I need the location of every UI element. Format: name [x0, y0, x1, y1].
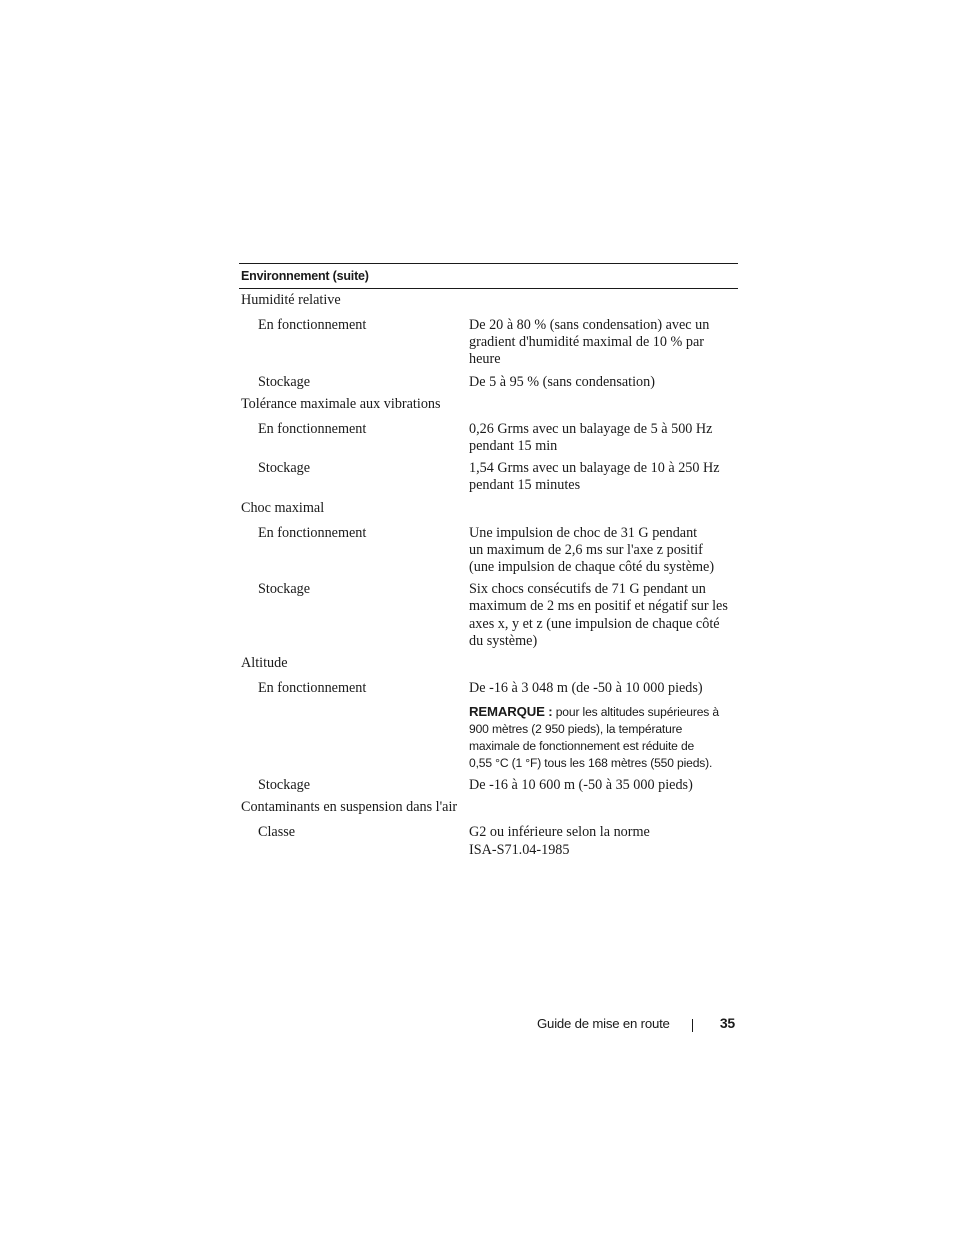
row-value [469, 581, 737, 650]
row-label: Stockage [258, 460, 311, 477]
row-value [469, 777, 737, 794]
table-row [239, 525, 738, 577]
table-row [239, 317, 738, 369]
value-line: 1,54 Grms avec un balayage de 10 à 250 Hz [469, 460, 720, 477]
table-row [239, 421, 738, 455]
row-value [469, 421, 737, 455]
section-title-altitude: Altitude [241, 655, 288, 672]
value-line: heure [469, 351, 501, 368]
row-label: En fonctionnement [258, 317, 367, 333]
section-title-contaminants: Contaminants en suspension dans l'air [241, 799, 458, 816]
table-row [239, 777, 738, 794]
value-line: G2 ou inférieure selon la norme [469, 824, 650, 841]
table-row [239, 374, 738, 391]
table-row [239, 824, 738, 858]
value-line: pendant 15 min [469, 438, 558, 455]
note-line: maximale de fonctionnement est réduite de [469, 739, 695, 754]
value-line: un maximum de 2,6 ms sur l'axe z positif [469, 541, 703, 558]
table-row [239, 460, 738, 494]
environment-spec-table [239, 263, 738, 864]
value-line: maximum de 2 ms en positif et négatif sur les [469, 598, 728, 615]
value-line: De 20 à 80 % (sans condensation) avec un [469, 317, 710, 333]
value-line: pendant 15 minutes [469, 477, 581, 494]
page-number: 35 [719, 1015, 735, 1031]
row-value [469, 525, 737, 577]
value-line: Une impulsion de choc de 31 G pendant [469, 524, 698, 541]
table-row [239, 581, 738, 650]
footer-separator [692, 1019, 693, 1032]
row-label: Classe [258, 824, 296, 841]
page-footer [537, 1014, 738, 1034]
value-line: Six chocs consécutifs de 71 G pendant un [469, 581, 706, 598]
value-line: gradient d'humidité maximal de 10 % par [469, 334, 705, 351]
note-line: 0,55 °C (1 °F) tous les 168 mètres (550 pieds). [469, 756, 713, 771]
footer-guide-title: Guide de mise en route [537, 1016, 670, 1031]
section-title-humidity: Humidité relative [241, 292, 341, 308]
value-line: ISA-S71.04-1985 [469, 841, 570, 858]
note-block [469, 703, 737, 772]
row-label: Stockage [258, 581, 311, 598]
table-row [239, 680, 738, 772]
value-line: De -16 à 3 048 m (de -50 à 10 000 pieds) [469, 680, 703, 697]
value-line: De 5 à 95 % (sans condensation) [469, 373, 655, 390]
note-label: REMARQUE : [469, 704, 553, 720]
row-label: Stockage [258, 777, 311, 794]
row-value [469, 824, 737, 858]
value-line: axes x, y et z (une impulsion de chaque côté [469, 615, 720, 632]
section-title-shock: Choc maximal [241, 499, 325, 516]
row-label: Stockage [258, 373, 311, 390]
value-line: De -16 à 10 600 m (-50 à 35 000 pieds) [469, 777, 693, 794]
value-line: 0,26 Grms avec un balayage de 5 à 500 Hz [469, 420, 713, 437]
note-line: 900 mètres (2 950 pieds), la température [469, 722, 683, 737]
row-value [469, 460, 737, 494]
row-value [469, 374, 737, 391]
row-value [469, 680, 737, 772]
table-header: Environnement (suite) [239, 263, 738, 289]
row-label: En fonctionnement [258, 420, 367, 437]
section-title-vibration: Tolérance maximale aux vibrations [241, 395, 441, 412]
note-line [469, 703, 737, 721]
row-value [469, 317, 737, 369]
note-text: pour les altitudes supérieures à [555, 705, 719, 720]
value-line: du système) [469, 632, 538, 649]
value-line: (une impulsion de chaque côté du système) [469, 559, 715, 576]
row-label: En fonctionnement [258, 680, 367, 697]
row-label: En fonctionnement [258, 524, 367, 541]
table-body [239, 292, 738, 859]
